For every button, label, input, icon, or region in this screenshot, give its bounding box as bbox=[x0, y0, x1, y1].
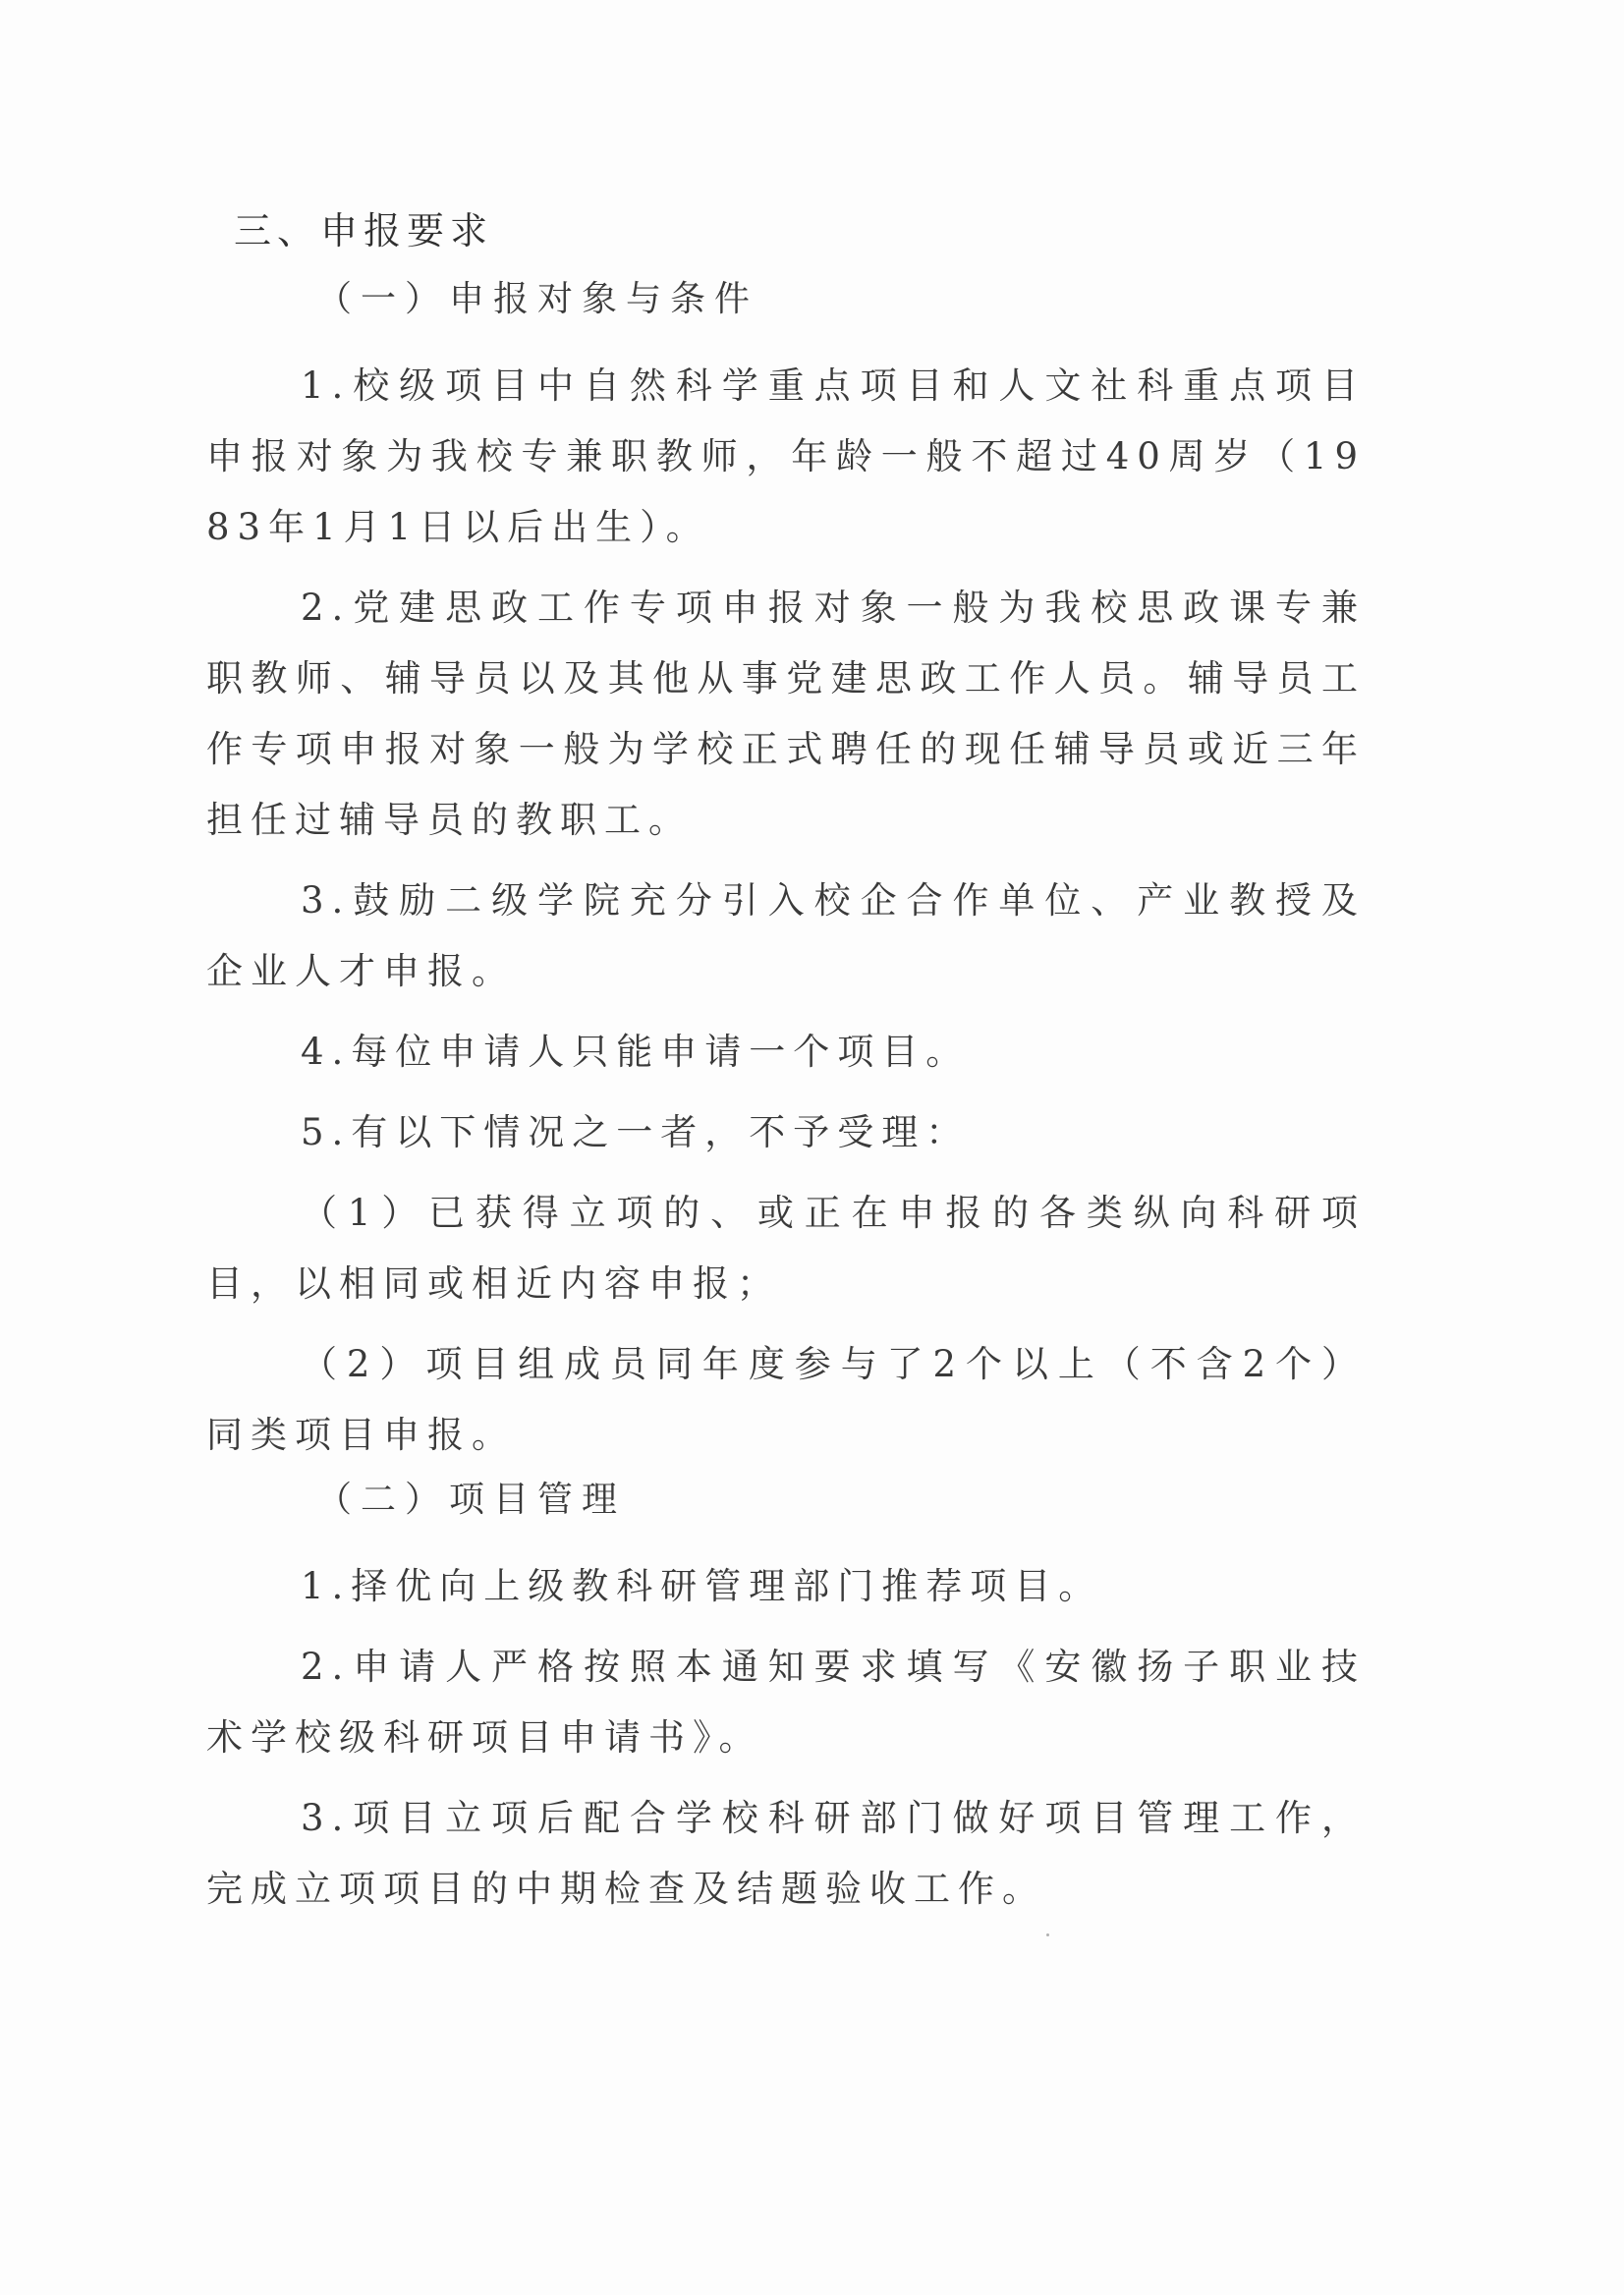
subsection-title-project-management: （二）项目管理 bbox=[316, 1480, 627, 1520]
paragraph-item-1-2: 2.党建思政工作专项申报对象一般为我校思政课专兼职教师、辅导员以及其他从事党建思政工作人员。辅导员工作专项申报对象一般为学校正式聘任的现任辅导员或近三年担任过辅导员的教职工。 bbox=[206, 587, 1366, 841]
paragraph-item-1-3: 3.鼓励二级学院充分引入校企合作单位、产业教授及企业人才申报。 bbox=[206, 879, 1366, 992]
paragraph-item-2-2: 2.申请人严格按照本通知要求填写《安徽扬子职业技术学校级科研项目申请书》。 bbox=[206, 1646, 1366, 1759]
scan-speck bbox=[1046, 1933, 1049, 1936]
document-body bbox=[206, 211, 1366, 1934]
section-title: 三、申报要求 bbox=[234, 209, 494, 252]
paragraph-item-2-3: 3.项目立项后配合学校科研部门做好项目管理工作，完成立项项目的中期检查及结题验收工作。 bbox=[206, 1797, 1366, 1910]
paragraph-item-1-1: 1.校级项目中自然科学重点项目和人文社科重点项目申报对象为我校专兼职教师，年龄一般不超过40周岁（1983年1月1日以后出生）。 bbox=[206, 364, 1366, 548]
subsection-title-application-targets: （一）申报对象与条件 bbox=[316, 279, 759, 319]
paragraph-item-1-5-1: （1）已获得立项的、或正在申报的各类纵向科研项目，以相同或相近内容申报； bbox=[206, 1192, 1366, 1305]
paragraph-item-1-4: 4.每位申请人只能申请一个项目。 bbox=[301, 1031, 971, 1073]
paragraph-item-2-1: 1.择优向上级教科研管理部门推荐项目。 bbox=[301, 1565, 1103, 1607]
paragraph-item-1-5: 5.有以下情况之一者，不予受理： bbox=[301, 1111, 971, 1153]
paragraph-item-1-5-2: （2）项目组成员同年度参与了2个以上（不含2个）同类项目申报。 bbox=[206, 1343, 1366, 1456]
